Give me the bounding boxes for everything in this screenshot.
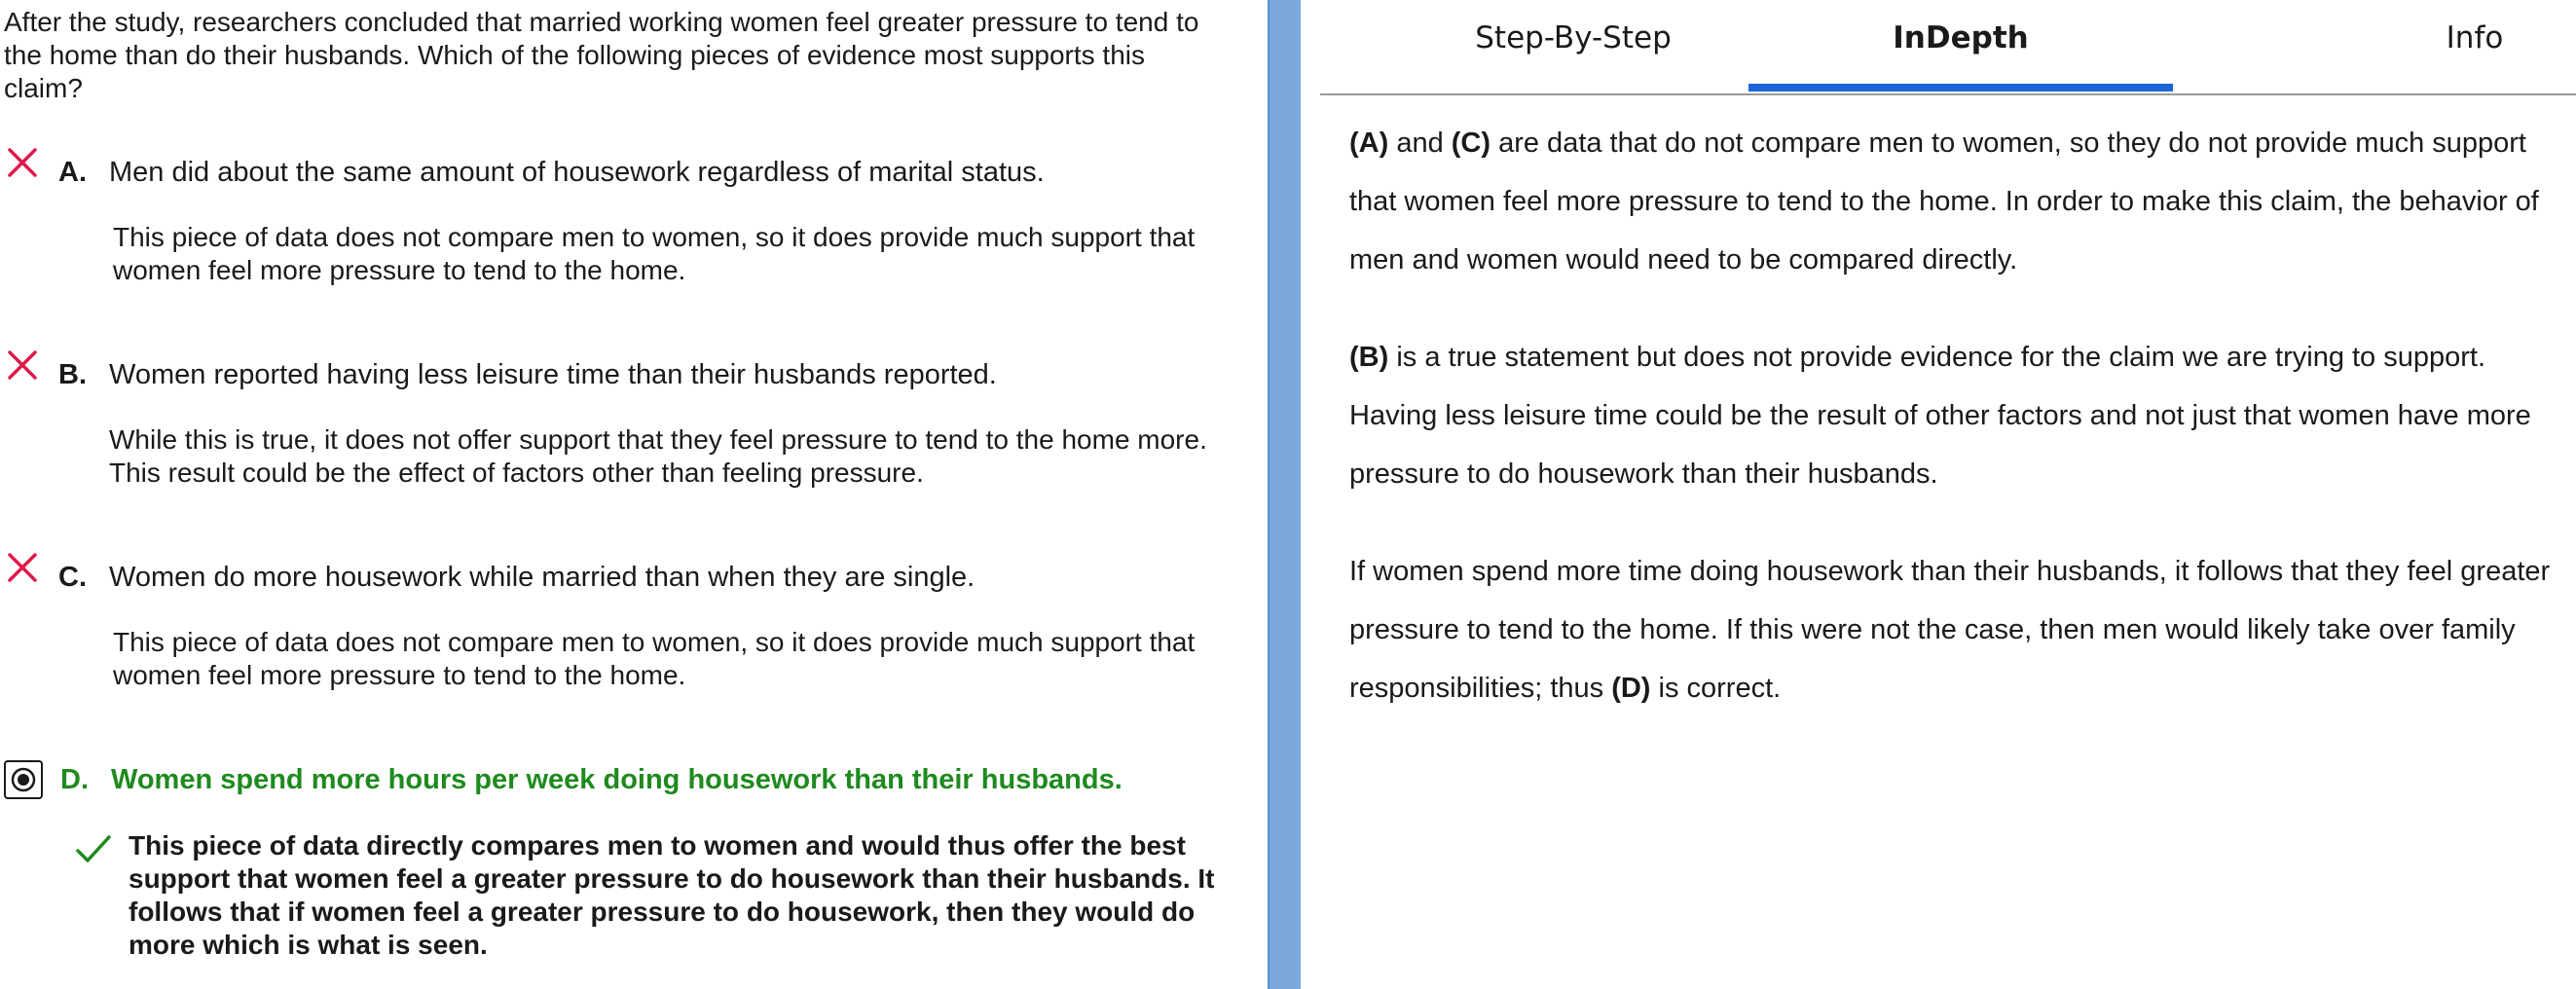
choice-text: Women reported having less leisure time than their husbands reported. [109,359,997,390]
choice-letter: A. [58,157,87,188]
explanation-pane [1301,0,2576,989]
choice-text: Women do more housework while married than when they are single. [109,562,975,593]
in-depth-paragraph-2 [1349,328,2566,503]
pane-divider[interactable] [1268,0,1301,989]
tab-info[interactable]: Info [2446,20,2504,55]
active-tab-indicator [1748,84,2173,92]
question-pane [0,0,1266,989]
question-stem: After the study, researchers concluded that married working women feel greater pressure to tend to the home than do their husbands. Which of the following pieces of evidence most supports this claim? [4,7,1199,103]
text: are data that do not compare men to women, so they do not provide much support that women feel more pressure to tend to the home. In order to make this claim, the behavior of men and women would need to be compared directly. [1349,128,2539,275]
choice-ref: (D) [1611,673,1651,704]
choice-explanation: While this is true, it does not offer support that they feel pressure to tend to the home more. This result could be the effect of factors other than feeling pressure. [109,424,1207,488]
in-depth-paragraph-3 [1349,542,2566,717]
choice-letter: D. [60,764,89,795]
incorrect-x-icon [6,348,39,382]
tab-step-by-step[interactable]: Step-By-Step [1475,20,1672,55]
selected-radio-icon[interactable] [4,760,43,799]
tab-in-depth[interactable]: InDepth [1893,20,2029,55]
explanation-tabs [1320,0,2576,95]
choice-ref: (B) [1349,342,1389,373]
choice-ref: (A) [1349,128,1389,159]
text: If women spend more time doing housework than their husbands, it follows that they feel greater pressure to tend to the home. If this were not the case, then men would likely take over family responsibilities; thus [1349,556,2551,704]
choice-letter: C. [58,562,87,593]
choice-explanation: This piece of data directly compares men to women and would thus offer the best support that women feel a greater pressure to do housework than their husbands. It follows that if women feel a greater pressure to do housework, then they would do more which is what is seen. [129,830,1215,960]
choice-text: Women spend more hours per week doing housework than their husbands. [111,764,1122,795]
choice-letter: B. [58,359,87,390]
choice-explanation: This piece of data does not compare men to women, so it does provide much support that women feel more pressure to tend to the home. [113,627,1196,690]
correct-check-icon [74,833,113,866]
incorrect-x-icon [6,146,39,179]
text: is a true statement but does not provide evidence for the claim we are trying to support. Having less leisure time could be the result of other factors and not just that women have more pressure to do housework than their husbands. [1349,342,2531,490]
text: is correct. [1650,673,1782,704]
choice-text: Men did about the same amount of housework regardless of marital status. [109,157,1045,188]
text: and [1388,128,1452,159]
choice-explanation: This piece of data does not compare men to women, so it does provide much support that women feel more pressure to tend to the home. [113,222,1196,285]
choice-ref: (C) [1451,128,1491,159]
incorrect-x-icon [6,551,39,584]
in-depth-paragraph-1 [1349,114,2566,289]
